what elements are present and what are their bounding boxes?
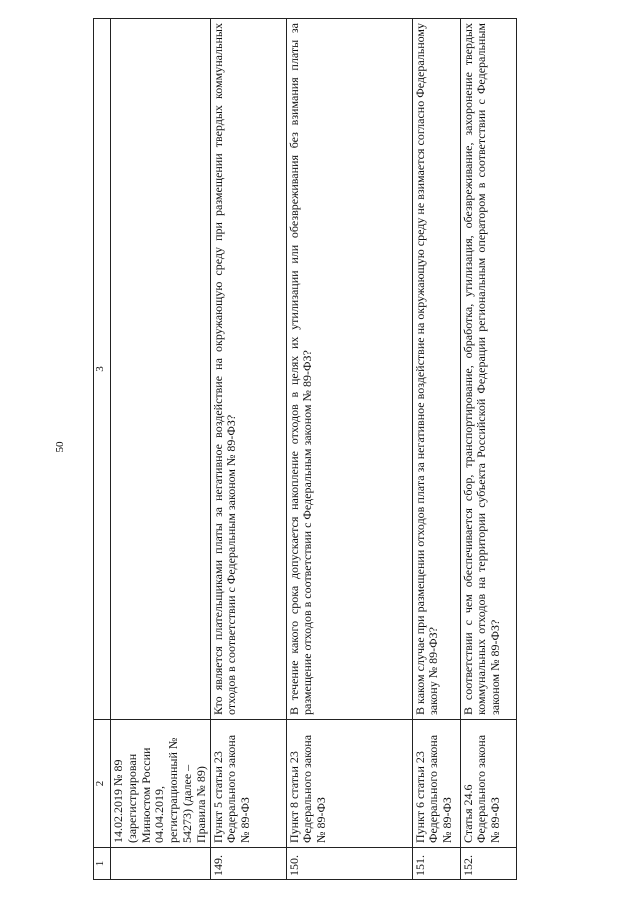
page-number: 50 [54,441,66,453]
header-cell-question: 3 [94,19,111,720]
row-number-cell [111,848,211,880]
table-header-row [94,19,111,880]
table-row-150 [286,19,412,880]
row-question-cell: В каком случае при размещении отходов плата за негативное воздействие на окружающую среду не взимается согласно Федеральному закону № 89-ФЗ? [412,19,460,720]
row-source-cell: Пункт 6 статьи 23 Федерального закона № 89-ФЗ [412,720,460,848]
row-number-cell: 149. [210,848,286,880]
table-row-continuation [111,19,211,880]
row-source-cell: Статья 24.6 Федерального закона № 89-ФЗ [460,720,516,848]
row-number-cell: 152. [460,848,516,880]
row-source-cell: Пункт 8 статьи 23 Федерального закона № 89-ФЗ [286,720,412,848]
row-question-cell: Кто является плательщиками платы за негативное воздействие на окружающую среду при размещении твердых коммунальных отходов в соответствии с Федеральным законом № 89-ФЗ? [210,19,286,720]
row-question-cell: В соответствии с чем обеспечивается сбор, транспортирование, обработка, утилизация, обезвреживание, захоронение твердых коммунальных отходов на территории субъекта Российской Федерации региональным оператором в соответствии с Федеральным законом № 89-ФЗ? [460,19,516,720]
row-source-cell: 14.02.2019 № 89 (зарегистрирован Минюстом России 04.04.2019, регистрационный № 54273) (далее – Правила № 89) [111,720,211,848]
row-question-cell [111,19,211,720]
header-cell-number: 1 [94,848,111,880]
table-row-149 [210,19,286,880]
row-question-cell: В течение какого срока допускается накопление отходов в целях их утилизации или обезвреживания без взимания платы за размещение отходов в соответствии с Федеральным законом № 89-ФЗ? [286,19,412,720]
row-number-cell: 150. [286,848,412,880]
rotated-sheet [93,18,516,880]
row-number-cell: 151. [412,848,460,880]
table-row-152 [460,19,516,880]
questions-table [93,18,517,880]
row-source-cell: Пункт 5 статьи 23 Федерального закона № 89-ФЗ [210,720,286,848]
header-cell-source: 2 [94,720,111,848]
table-row-151 [412,19,460,880]
